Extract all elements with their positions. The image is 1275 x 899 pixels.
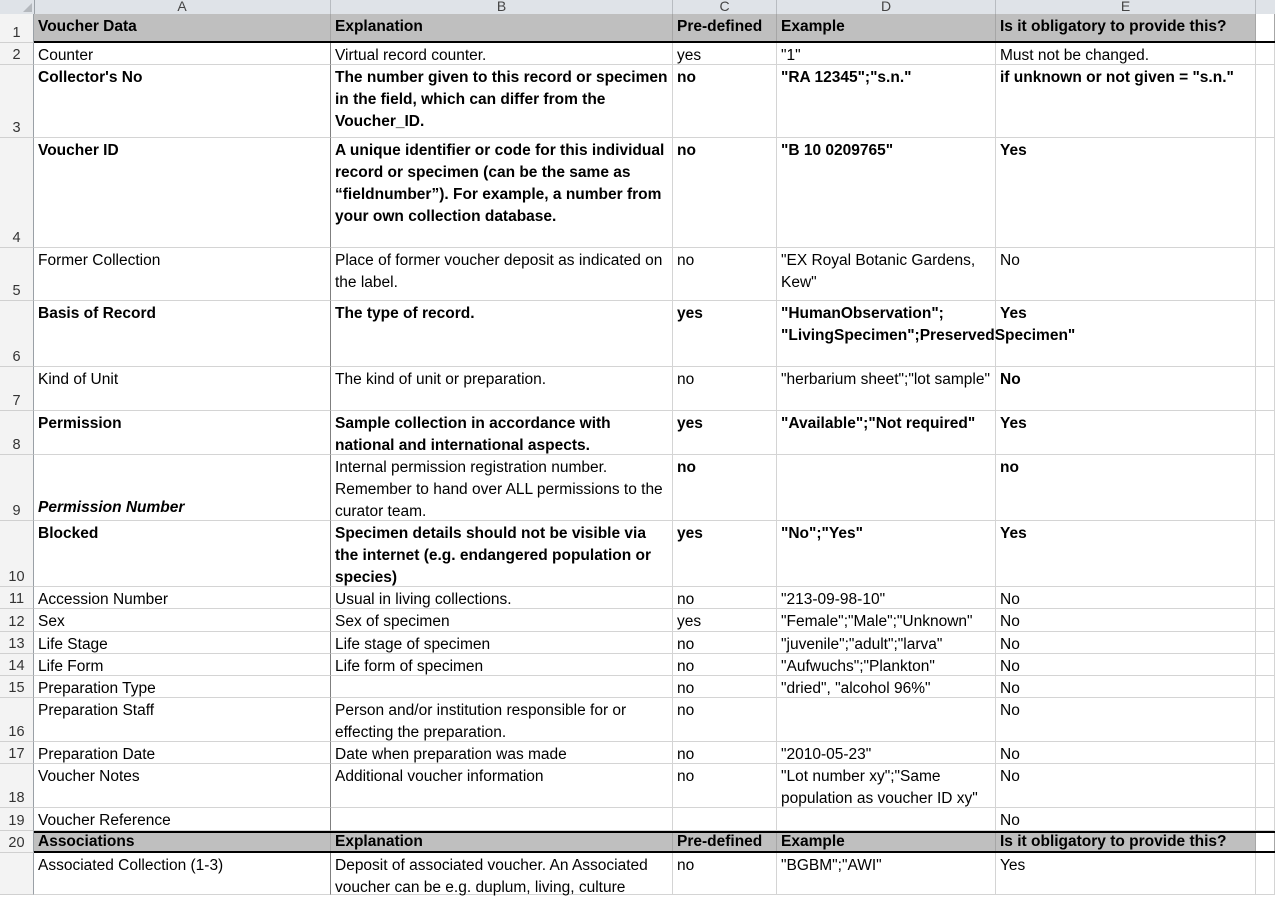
table-row [34, 455, 1275, 521]
row-number: 14 [8, 658, 25, 674]
cell-e[interactable]: No [996, 698, 1256, 742]
cell-a[interactable]: Counter [34, 43, 331, 65]
cell-c[interactable]: no [673, 632, 777, 654]
cell-e[interactable]: No [996, 764, 1256, 808]
cell-f[interactable] [1256, 248, 1275, 301]
column-header-a[interactable]: A [34, 0, 331, 14]
cell-f[interactable] [1256, 301, 1275, 367]
cell-c[interactable]: no [673, 676, 777, 698]
cell-c[interactable]: no [673, 65, 777, 138]
cell-d[interactable]: "EX Royal Botanic Gardens, Kew" [777, 248, 996, 301]
cell-b[interactable]: Life stage of specimen [331, 632, 673, 654]
cell-d[interactable]: "Aufwuchs";"Plankton" [777, 654, 996, 676]
cell-b[interactable]: Usual in living collections. [331, 587, 673, 609]
cell-f[interactable] [1256, 742, 1275, 764]
row-number: 15 [8, 680, 25, 696]
cell-f[interactable] [1256, 411, 1275, 455]
cell-c[interactable]: no [673, 764, 777, 808]
cell-d[interactable]: "juvenile";"adult";"larva" [777, 632, 996, 654]
cell-d[interactable]: "RA 12345";"s.n." [777, 65, 996, 138]
cell-b[interactable]: The number given to this record or specimen in the field, which can differ from the Voucher_ID. [331, 65, 673, 138]
row-number: 10 [8, 569, 25, 585]
cell-b[interactable]: Internal permission registration number. Remember to hand over ALL permissions to the curator team. [331, 455, 673, 521]
table-row [34, 521, 1275, 587]
cell-a[interactable]: Kind of Unit [34, 367, 331, 411]
row-number: 9 [12, 503, 21, 519]
column-header-c[interactable]: C [673, 0, 777, 14]
row-header[interactable] [0, 831, 34, 853]
cell-e[interactable]: Yes [996, 853, 1256, 895]
row-header[interactable] [0, 301, 34, 367]
row-number: 7 [12, 393, 21, 409]
cell-b[interactable]: Person and/or institution responsible for or effecting the preparation. [331, 698, 673, 742]
table-row [34, 808, 1275, 831]
cell-a[interactable]: Life Form [34, 654, 331, 676]
column-header-e[interactable]: E [996, 0, 1256, 14]
row-number: 19 [8, 813, 25, 829]
select-all-corner[interactable] [0, 0, 35, 14]
cell-d[interactable]: "Lot number xy";"Same population as voucher ID xy" [777, 764, 996, 808]
row-header[interactable] [0, 455, 34, 521]
cell-c[interactable]: yes [673, 521, 777, 587]
row-number: 8 [12, 437, 21, 453]
cell-b[interactable]: Sample collection in accordance with national and international aspects. [331, 411, 673, 455]
row-header[interactable] [0, 411, 34, 455]
row-header[interactable] [0, 853, 34, 895]
cell-d[interactable]: "HumanObservation"; "LivingSpecimen";PreservedSpecimen" [777, 301, 996, 367]
cell-e[interactable]: Yes [996, 411, 1256, 455]
column-header-d[interactable]: D [777, 0, 996, 14]
row-number: 2 [12, 47, 21, 63]
cell-e[interactable]: No [996, 609, 1256, 632]
table-row [34, 43, 1275, 65]
cell-a[interactable]: Associated Collection (1-3) [34, 853, 331, 895]
row-header[interactable] [0, 248, 34, 301]
cell-c[interactable]: no [673, 654, 777, 676]
table-row [34, 65, 1275, 138]
cell-a[interactable]: Permission Number [34, 455, 331, 521]
table-row [34, 654, 1275, 676]
cell-e[interactable]: Is it obligatory to provide this? [996, 833, 1256, 851]
row-number: 13 [8, 636, 25, 652]
cell-a[interactable]: Voucher Notes [34, 764, 331, 808]
cell-a[interactable]: Voucher ID [34, 138, 331, 248]
cell-a[interactable]: Voucher Reference [34, 808, 331, 831]
row-header[interactable] [0, 367, 34, 411]
cell-f[interactable] [1256, 43, 1275, 65]
row-number: 3 [12, 120, 21, 136]
table-row [34, 367, 1275, 411]
cell-f[interactable] [1256, 698, 1275, 742]
cell-e[interactable]: Is it obligatory to provide this? [996, 14, 1256, 41]
cell-e[interactable]: Yes [996, 521, 1256, 587]
row-header[interactable] [0, 43, 34, 65]
cell-a[interactable]: Blocked [34, 521, 331, 587]
cell-b[interactable]: Specimen details should not be visible via the internet (e.g. endangered population or species) [331, 521, 673, 587]
cell-e[interactable]: No [996, 808, 1256, 831]
row-header[interactable] [0, 609, 34, 632]
table-row [34, 698, 1275, 742]
cell-c[interactable]: no [673, 455, 777, 521]
cell-d[interactable]: "BGBM";"AWI" [777, 853, 996, 895]
row-number: 16 [8, 724, 25, 740]
cell-b[interactable]: A unique identifier or code for this individual record or specimen (can be the same as “fieldnumber”). For example, a number from your own collection database. [331, 138, 673, 248]
cell-c[interactable] [673, 808, 777, 831]
cell-b[interactable]: The type of record. [331, 301, 673, 367]
cell-e[interactable]: No [996, 632, 1256, 654]
cell-a[interactable]: Sex [34, 609, 331, 632]
cell-d[interactable]: "Female";"Male";"Unknown" [777, 609, 996, 632]
row-header[interactable] [0, 764, 34, 808]
cell-f[interactable] [1256, 521, 1275, 587]
cell-b[interactable] [331, 808, 673, 831]
table-row [34, 764, 1275, 808]
cell-f[interactable] [1256, 587, 1275, 609]
table-row [34, 609, 1275, 632]
cell-b[interactable] [331, 676, 673, 698]
cell-b[interactable]: Explanation [331, 14, 673, 41]
cell-b[interactable]: Date when preparation was made [331, 742, 673, 764]
cell-a[interactable]: Permission [34, 411, 331, 455]
cell-f[interactable] [1256, 632, 1275, 654]
cell-e[interactable]: if unknown or not given = "s.n." [996, 65, 1256, 138]
row-header[interactable] [0, 65, 34, 138]
cell-d[interactable]: "2010-05-23" [777, 742, 996, 764]
row-header[interactable] [0, 138, 34, 248]
cell-f[interactable] [1256, 138, 1275, 248]
cell-d[interactable]: "herbarium sheet";"lot sample" [777, 367, 996, 411]
cell-b[interactable]: The kind of unit or preparation. [331, 367, 673, 411]
table-row [34, 853, 1275, 895]
cell-c[interactable]: no [673, 367, 777, 411]
cell-e[interactable]: No [996, 367, 1256, 411]
cell-a[interactable]: Voucher Data [34, 14, 331, 41]
table-row [34, 248, 1275, 301]
cell-f[interactable] [1256, 367, 1275, 411]
cell-f[interactable] [1256, 654, 1275, 676]
row-number: 18 [8, 790, 25, 806]
cell-e[interactable]: no [996, 455, 1256, 521]
cell-d[interactable] [777, 698, 996, 742]
cell-d[interactable]: "1" [777, 43, 996, 65]
cell-c[interactable]: yes [673, 411, 777, 455]
cell-e[interactable]: Yes [996, 301, 1256, 367]
select-all-triangle-icon [23, 3, 32, 12]
table-row [34, 632, 1275, 654]
row-number: 20 [8, 835, 25, 851]
cell-d[interactable] [777, 455, 996, 521]
cell-d[interactable]: "213-09-98-10" [777, 587, 996, 609]
cell-e[interactable]: Must not be changed. [996, 43, 1256, 65]
table-header-row [34, 14, 1275, 43]
cell-b[interactable]: Deposit of associated voucher. An Associated voucher can be e.g. duplum, living, culture [331, 853, 673, 895]
table-header-row [34, 831, 1275, 853]
row-number: 12 [8, 614, 25, 630]
row-header[interactable] [0, 654, 34, 676]
cell-b[interactable]: Place of former voucher deposit as indicated on the label. [331, 248, 673, 301]
cell-f[interactable] [1256, 853, 1275, 895]
cell-a[interactable]: Preparation Type [34, 676, 331, 698]
cell-d[interactable]: "B 10 0209765" [777, 138, 996, 248]
cell-e[interactable]: Yes [996, 138, 1256, 248]
cell-c[interactable]: no [673, 587, 777, 609]
cell-f[interactable] [1256, 14, 1275, 41]
cell-d[interactable]: Example [777, 833, 996, 851]
cell-b[interactable]: Life form of specimen [331, 654, 673, 676]
row-header[interactable] [0, 742, 34, 764]
cell-f[interactable] [1256, 676, 1275, 698]
row-header[interactable] [0, 587, 34, 609]
row-number: 11 [8, 591, 25, 607]
cell-c[interactable]: no [673, 853, 777, 895]
cell-d[interactable]: "No";"Yes" [777, 521, 996, 587]
cell-e[interactable]: No [996, 248, 1256, 301]
cell-f[interactable] [1256, 455, 1275, 521]
cell-c[interactable]: no [673, 742, 777, 764]
cell-a[interactable]: Former Collection [34, 248, 331, 301]
cell-e[interactable]: No [996, 742, 1256, 764]
table-row [34, 587, 1275, 609]
cell-c[interactable]: no [673, 248, 777, 301]
cell-a[interactable]: Preparation Date [34, 742, 331, 764]
cell-a[interactable]: Accession Number [34, 587, 331, 609]
row-number: 1 [12, 25, 21, 41]
cell-f[interactable] [1256, 808, 1275, 831]
cell-a[interactable]: Basis of Record [34, 301, 331, 367]
cell-c[interactable]: Pre-defined [673, 14, 777, 41]
cell-f[interactable] [1256, 609, 1275, 632]
table-row [34, 138, 1275, 248]
row-header[interactable] [0, 521, 34, 587]
row-number: 4 [12, 230, 21, 246]
cell-e[interactable]: No [996, 654, 1256, 676]
cell-e[interactable]: No [996, 676, 1256, 698]
table-row [34, 411, 1275, 455]
cell-c[interactable]: no [673, 698, 777, 742]
cell-d[interactable]: Example [777, 14, 996, 41]
row-header[interactable] [0, 14, 34, 43]
cell-f[interactable] [1256, 764, 1275, 808]
row-number: 6 [12, 349, 21, 365]
row-header[interactable] [0, 698, 34, 742]
cell-c[interactable]: no [673, 138, 777, 248]
cell-c[interactable]: yes [673, 43, 777, 65]
cell-a[interactable]: Preparation Staff [34, 698, 331, 742]
cell-c[interactable]: Pre-defined [673, 833, 777, 851]
table-row [34, 742, 1275, 764]
cell-b[interactable]: Virtual record counter. [331, 43, 673, 65]
row-header[interactable] [0, 676, 34, 698]
cell-b[interactable]: Additional voucher information [331, 764, 673, 808]
cell-e[interactable]: No [996, 587, 1256, 609]
row-header[interactable] [0, 808, 34, 831]
cell-a[interactable]: Associations [34, 833, 331, 851]
cell-b[interactable]: Explanation [331, 833, 673, 851]
row-header[interactable] [0, 632, 34, 654]
column-header-b[interactable]: B [331, 0, 673, 14]
row-number: 17 [8, 746, 25, 762]
cell-d[interactable]: "Available";"Not required" [777, 411, 996, 455]
cell-f[interactable] [1256, 65, 1275, 138]
cell-d[interactable]: "dried", "alcohol 96%" [777, 676, 996, 698]
table-row [34, 676, 1275, 698]
cell-c[interactable]: yes [673, 609, 777, 632]
cell-d[interactable] [777, 808, 996, 831]
cell-c[interactable]: yes [673, 301, 777, 367]
cell-a[interactable]: Life Stage [34, 632, 331, 654]
row-number: 5 [12, 283, 21, 299]
cell-b[interactable]: Sex of specimen [331, 609, 673, 632]
cell-a[interactable]: Collector's No [34, 65, 331, 138]
cell-f[interactable] [1256, 833, 1275, 851]
table-row [34, 301, 1275, 367]
